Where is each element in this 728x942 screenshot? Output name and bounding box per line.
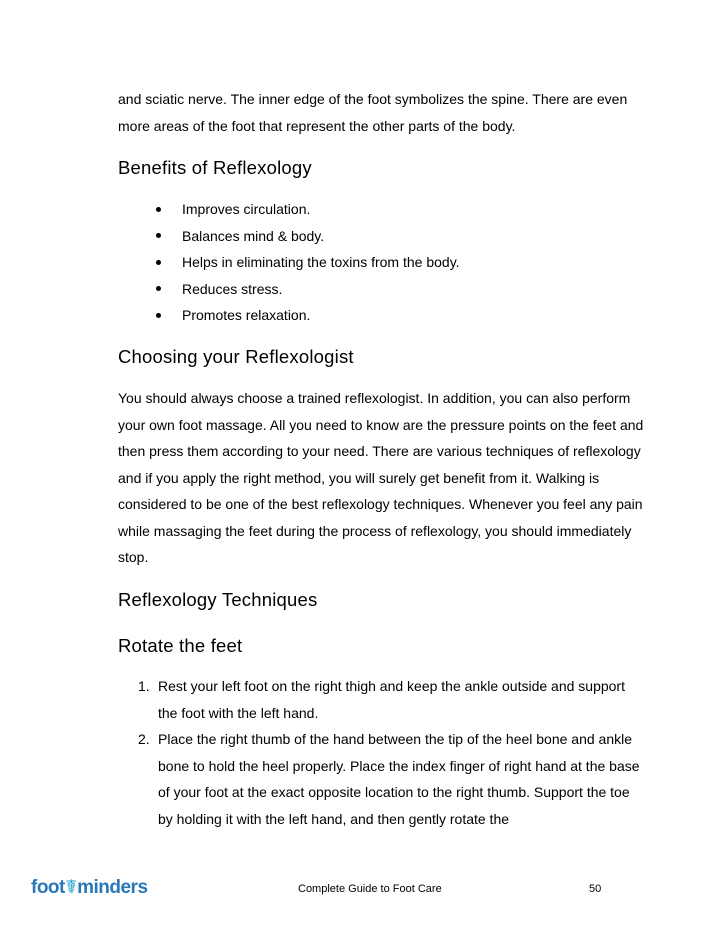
bullet-icon [156, 260, 161, 265]
logo-text-right: minders [77, 877, 148, 898]
list-item-text: Balances mind & body. [182, 227, 325, 244]
list-item [118, 302, 460, 329]
footminders-logo [31, 876, 148, 899]
rotate-steps [118, 673, 648, 832]
list-item [118, 196, 460, 223]
footer-title: Complete Guide to Foot Care [298, 883, 442, 895]
intro-paragraph: and sciatic nerve. The inner edge of the foot symbolizes the spine. There are even more areas of the foot that represent the other parts of the body. [118, 91, 628, 134]
page-number: 50 [589, 883, 602, 895]
list-item [118, 249, 460, 276]
choosing-paragraph: You should always choose a trained reflexologist. In addition, you can also perform your own foot massage. All you need to know are the pressure points on the feet and then press them according to your need. There are various techniques of reflexology and if you apply the right method, you will surely get benefit from it. Walking is considered to be one of the best reflexology techniques. Whenever you feel any pain while massaging the feet during the process of reflexology, you should immediately stop. [118, 390, 644, 565]
step-number: 2. [138, 731, 150, 747]
choosing-heading: Choosing your Reflexologist [118, 346, 354, 367]
benefits-heading: Benefits of Reflexology [118, 157, 312, 178]
walking-figure-icon: ☤ [64, 877, 78, 898]
bullet-icon [156, 286, 161, 291]
benefits-list [118, 196, 460, 329]
list-item [118, 276, 460, 303]
list-item-text: Reduces stress. [182, 280, 283, 297]
logo-text-left: foot [31, 877, 65, 898]
techniques-heading: Reflexology Techniques [118, 589, 318, 610]
bullet-icon [156, 233, 161, 238]
bullet-icon [156, 313, 161, 318]
list-item [118, 223, 460, 250]
step-text: Rest your left foot on the right thigh and keep the ankle outside and support the foot with the left hand. [158, 678, 625, 721]
bullet-icon [156, 207, 161, 212]
list-item [118, 726, 648, 832]
list-item-text: Helps in eliminating the toxins from the body. [182, 254, 460, 270]
list-item-text: Improves circulation. [182, 201, 311, 217]
rotate-heading: Rotate the feet [118, 635, 243, 656]
step-number: 1. [138, 678, 150, 694]
step-text: Place the right thumb of the hand between the tip of the heel bone and ankle bone to hold the heel properly. Place the index finger of right hand at the base of your foot at the exact opposite location to the right thumb. Support the toe by holding it with the left hand, and then gently rotate the [158, 731, 640, 827]
list-item [118, 673, 648, 726]
list-item-text: Promotes relaxation. [182, 307, 311, 323]
